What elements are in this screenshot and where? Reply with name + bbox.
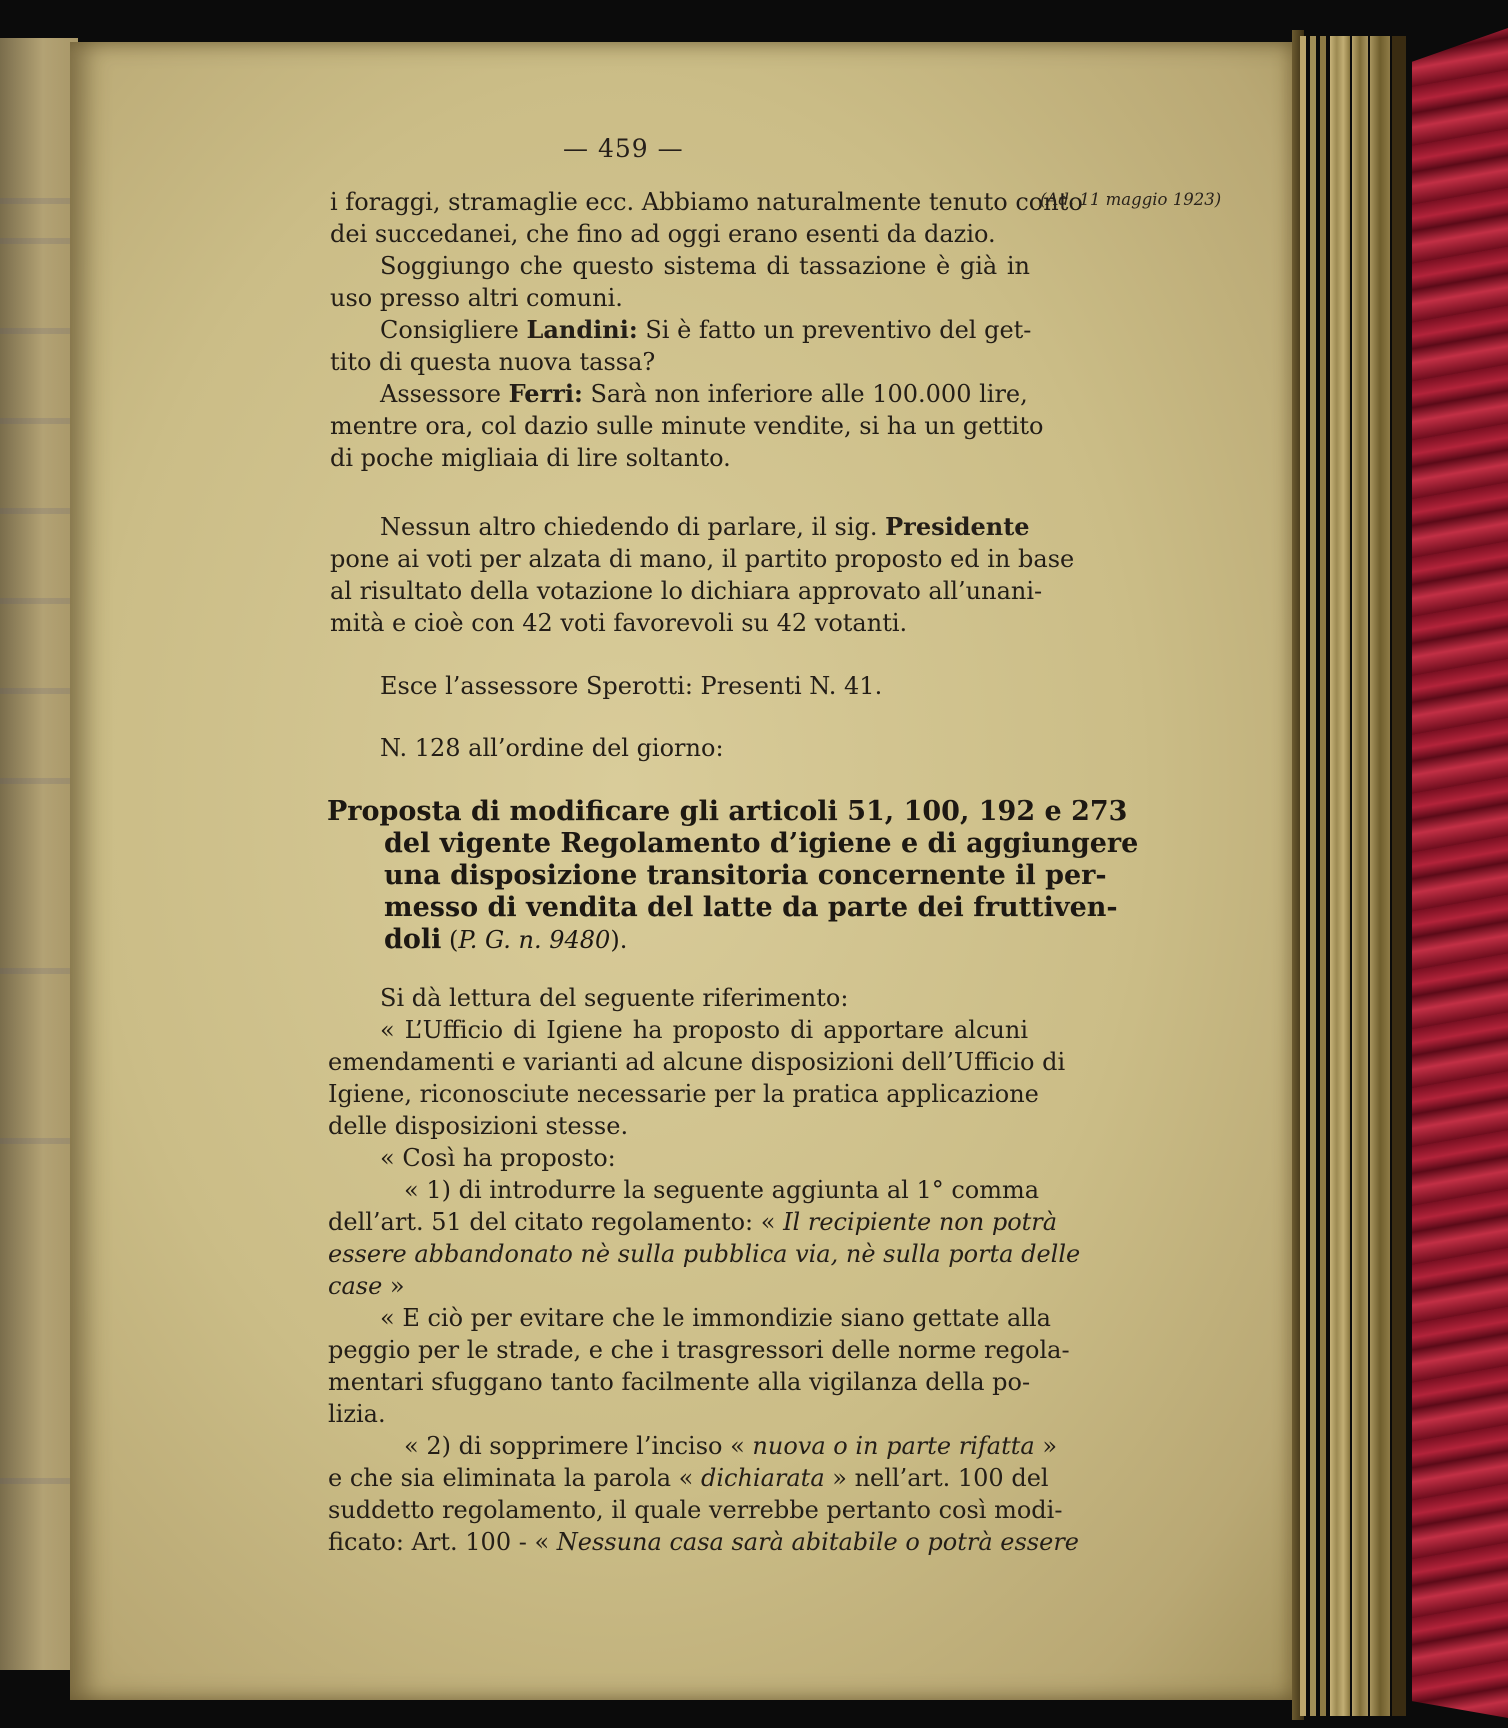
agenda-heading: Proposta di modificare gli articoli 51, 100, 192 e 273 xyxy=(327,796,1128,827)
text-line: Si dà lettura del seguente riferimento: xyxy=(380,984,849,1012)
text-line: Assessore Ferri: Sarà non inferiore alle 100.000 lire, xyxy=(380,379,1028,408)
speaker-name: Presidente xyxy=(885,512,1030,541)
speaker-name: Landini: xyxy=(526,315,638,344)
text-line: dell’art. 51 del citato regolamento: « Il recipiente non potrà xyxy=(328,1208,1058,1236)
text-line: mentre ora, col dazio sulle minute vendite, si ha un gettito xyxy=(330,412,1044,440)
text-line: emendamenti e varianti ad alcune disposizioni dell’Ufficio di xyxy=(328,1048,1066,1076)
text-line: peggio per le strade, e che i trasgressori delle norme regola- xyxy=(328,1336,1070,1364)
text-line: suddetto regolamento, il quale verrebbe pertanto così modi- xyxy=(328,1496,1063,1524)
text-line: Esce l’assessore Sperotti: Presenti N. 41. xyxy=(380,672,883,700)
left-page-edge xyxy=(0,38,78,1670)
text-line: ficato: Art. 100 - « Nessuna casa sarà abitabile o potrà essere xyxy=(328,1528,1079,1556)
text-line: dei succedanei, che fino ad oggi erano esenti da dazio. xyxy=(330,220,996,248)
speaker-name: Ferri: xyxy=(508,379,583,408)
text-line: « L’Ufficio di Igiene ha proposto di apportare alcuni xyxy=(380,1016,1028,1044)
agenda-heading: messo di vendita del latte da parte dei fruttiven- xyxy=(384,892,1118,923)
text-line: e che sia eliminata la parola « dichiarata » nell’art. 100 del xyxy=(328,1464,1049,1492)
text-line: al risultato della votazione lo dichiara approvato all’unani- xyxy=(330,577,1043,605)
margin-date-note: (Ad. 11 maggio 1923) xyxy=(1040,190,1222,209)
agenda-heading: una disposizione transitoria concernente il per- xyxy=(384,860,1107,891)
text-line: « Così ha proposto: xyxy=(380,1144,616,1172)
text-line: Nessun altro chiedendo di parlare, il sig. Presidente xyxy=(380,512,1030,541)
agenda-heading: del vigente Regolamento d’igiene e di aggiungere xyxy=(384,828,1139,859)
text-line: tito di questa nuova tassa? xyxy=(330,348,656,376)
text-line: « 1) di introdurre la seguente aggiunta al 1° comma xyxy=(404,1176,1040,1204)
text-line: i foraggi, stramaglie ecc. Abbiamo naturalmente tenuto conto xyxy=(330,188,1083,216)
page-number: — 459 — xyxy=(563,134,684,163)
text-line: di poche migliaia di lire soltanto. xyxy=(330,444,731,472)
text-line: Igiene, riconosciute necessarie per la pratica applicazione xyxy=(328,1080,1039,1108)
text-line: uso presso altri comuni. xyxy=(330,284,623,312)
text-line: « 2) di sopprimere l’inciso « nuova o in parte rifatta » xyxy=(404,1432,1057,1460)
text-line: Consigliere Landini: Si è fatto un preventivo del get- xyxy=(380,315,1032,344)
protocol-number: P. G. n. 9480 xyxy=(458,926,611,954)
text-line: Soggiungo che questo sistema di tassazione è già in xyxy=(380,252,1030,280)
text-line: lizia. xyxy=(328,1400,386,1428)
text-line: N. 128 all’ordine del giorno: xyxy=(380,734,724,762)
page-stack xyxy=(1300,36,1306,1716)
agenda-heading: doli (P. G. n. 9480). xyxy=(384,924,628,955)
text-line: essere abbandonato nè sulla pubblica via, nè sulla porta delle xyxy=(328,1240,1081,1268)
text-line: mità e cioè con 42 voti favorevoli su 42 votanti. xyxy=(330,609,908,637)
text-line: case » xyxy=(328,1272,405,1300)
book-cover xyxy=(1412,28,1508,1718)
text-line: delle disposizioni stesse. xyxy=(328,1112,629,1140)
text-line: mentari sfuggano tanto facilmente alla vigilanza della po- xyxy=(328,1368,1031,1396)
text-line: « E ciò per evitare che le immondizie siano gettate alla xyxy=(380,1304,1051,1332)
text-line: pone ai voti per alzata di mano, il partito proposto ed in base xyxy=(330,545,1075,573)
